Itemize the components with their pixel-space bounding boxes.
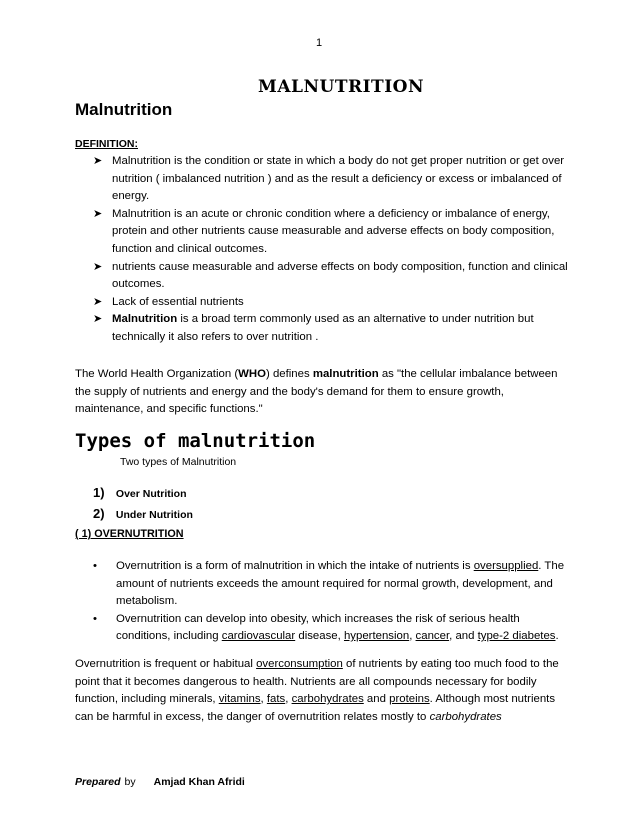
link-fats[interactable]: fats	[266, 693, 286, 706]
main-title: MALNUTRITION	[258, 77, 425, 97]
list-item: ➤ nutrients cause measurable and adverse effects on body composition, function and clinical outcomes.	[93, 260, 568, 291]
definition-label: DEFINITION:	[75, 138, 138, 150]
list-item: 2) Under Nutrition	[93, 506, 193, 521]
arrow-bullet-icon: ➤	[93, 313, 103, 326]
overnutrition-heading: ( 1) OVERNUTRITION	[75, 528, 184, 540]
arrow-bullet-icon: ➤	[93, 295, 103, 308]
arrow-bullet-icon: ➤	[93, 155, 103, 167]
link-proteins[interactable]: proteins	[389, 693, 430, 706]
link-cardiovascular[interactable]: cardiovascular	[221, 630, 296, 643]
arrow-bullet-icon: ➤	[93, 260, 103, 273]
page-number: 1	[315, 37, 323, 49]
arrow-bullet-icon: ➤	[93, 207, 103, 220]
who-paragraph: The World Health Organization (WHO) defines malnutrition as "the cellular imbalance between the supply of nutrients and energy and the body's demand for them to ensure growth, maintenance, and specific functions."	[75, 368, 558, 416]
types-subtitle: Two types of Malnutrition	[120, 456, 237, 468]
list-item: ➤ Lack of essential nutrients	[93, 294, 573, 312]
list-item: ➤ Malnutrition is the condition or state in which a body do not get proper nutrition or get over nutrition ( imbalanced nutrition ) and as the result a deficiency or excess or imbalanced of energy.	[93, 155, 565, 203]
link-cancer[interactable]: cancer	[415, 630, 450, 643]
overnutrition-paragraph: Overnutrition is frequent or habitual overconsumption of nutrients by eating too much food to the point that it becomes dangerous to health. Nutrients are all compounds necessary for bodily function, including minerals, vitamins, fats, carbohydrates and proteins. Although most nutrients can be harmful in excess, the danger of overnutrition relates mostly to carbohydrates	[75, 658, 559, 723]
link-vitamins[interactable]: vitamins	[218, 693, 261, 706]
link-type-2-diabetes[interactable]: type-2 diabetes	[477, 630, 556, 643]
author-name: Amjad Khan Afridi	[153, 776, 245, 788]
list-item: ➤ Malnutrition is a broad term commonly used as an alternative to under nutrition but technically it also refers to over nutrition .	[93, 313, 534, 343]
definition-list	[93, 153, 573, 347]
list-item: • Overnutrition is a form of malnutrition in which the intake of nutrients is oversupplied. The amount of nutrients exceeds the amount required for normal growth, development, and metabolism.	[93, 560, 565, 608]
list-item: • Overnutrition can develop into obesity, which increases the risk of serious health conditions, including cardiovascular disease, hypertension, cancer, and type-2 diabetes.	[93, 612, 559, 643]
list-item: 1) Over Nutrition	[93, 485, 187, 500]
link-overconsumption[interactable]: overconsumption	[256, 658, 343, 670]
section-heading: Malnutrition	[75, 100, 173, 119]
link-oversupplied[interactable]: oversupplied	[473, 560, 539, 572]
list-item: ➤ Malnutrition is an acute or chronic condition where a deficiency or imbalance of energy, protein and other nutrients cause measurable and adverse effects on body composition, function and clinical outcomes.	[93, 207, 555, 255]
bullet-icon: •	[93, 560, 97, 572]
overnutrition-list	[93, 558, 573, 646]
types-heading: Types of malnutrition	[75, 430, 316, 452]
types-list	[93, 483, 193, 525]
link-carbohydrates[interactable]: carbohydrates	[291, 693, 364, 706]
page-footer: Prepared by Amjad Khan Afridi	[75, 776, 245, 788]
link-hypertension[interactable]: hypertension	[343, 630, 410, 643]
italic-carbohydrates: carbohydrates	[429, 710, 502, 723]
bullet-icon: •	[93, 612, 97, 625]
